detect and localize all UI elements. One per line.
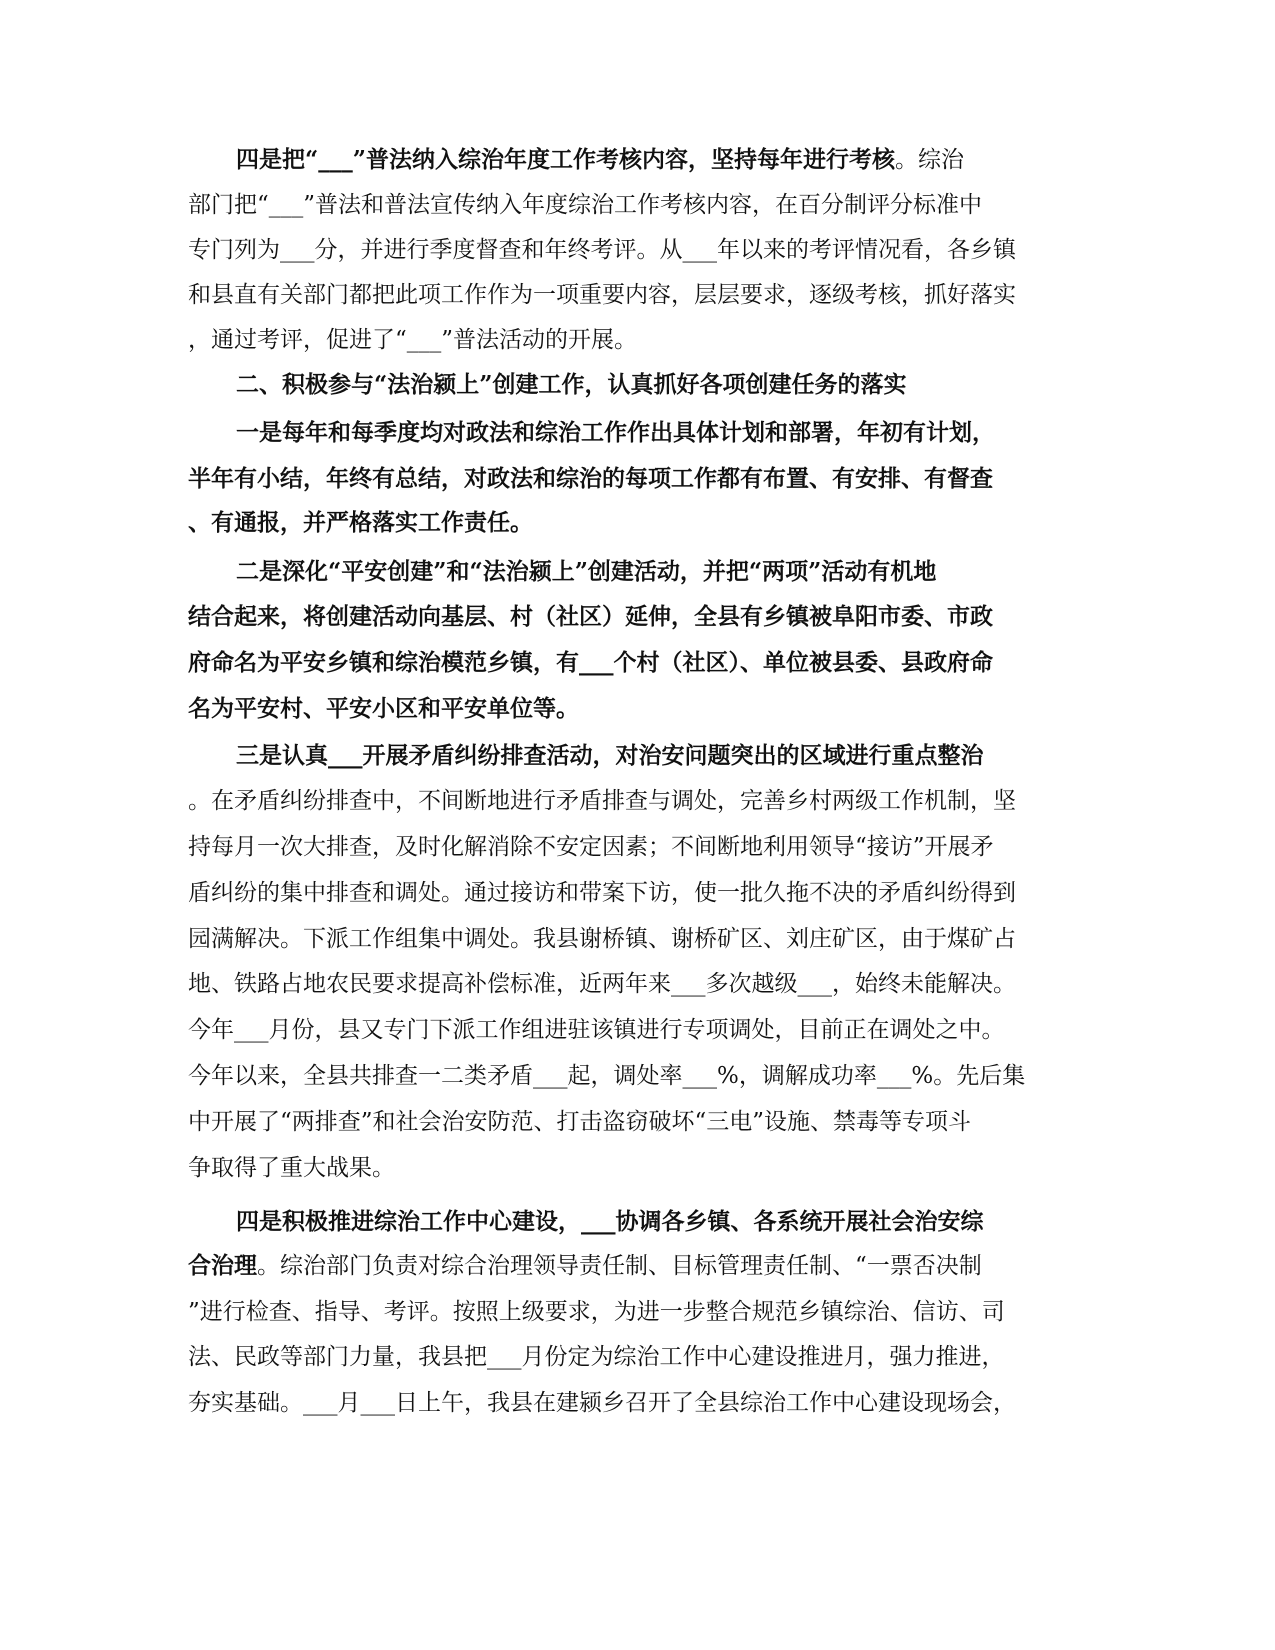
bold-text-run: 三是认真___开展矛盾纠纷排查活动，对治安问题突出的区域进行重点整治 bbox=[236, 742, 984, 769]
text-line bbox=[188, 969, 1016, 999]
text-line bbox=[188, 1251, 982, 1281]
bold-text-run: 二是深化“平安创建”和“法治颍上”创建活动，并把“两项”活动有机地 bbox=[236, 558, 937, 585]
text-line bbox=[188, 190, 982, 220]
text-line bbox=[188, 878, 1016, 908]
text-run: 今年___月份，县又专门下派工作组进驻该镇进行专项调处，目前正在调处之中。 bbox=[188, 1017, 1005, 1043]
text-line bbox=[188, 1388, 1016, 1418]
text-run: 今年以来，全县共排查一二类矛盾___起，调处率___%，调解成功率___%。先后集 bbox=[188, 1063, 1026, 1089]
text-line bbox=[236, 557, 936, 587]
text-line bbox=[188, 786, 1016, 816]
text-run: 地、铁路占地农民要求提高补偿标准，近两年来___多次越级___，始终未能解决。 bbox=[188, 971, 1016, 997]
text-run: 。综治部门负责对综合治理领导责任制、目标管理责任制、“一票否决制 bbox=[257, 1253, 982, 1279]
bold-text-run: 一是每年和每季度均对政法和综治工作作出具体计划和部署，年初有计划， bbox=[236, 419, 995, 446]
text-run: 持每月一次大排查，及时化解消除不安定因素；不间断地利用领导“接访”开展矛 bbox=[188, 834, 994, 860]
text-run: 夯实基础。___月___日上午，我县在建颍乡召开了全县综治工作中心建设现场会， bbox=[188, 1390, 1016, 1416]
text-line bbox=[188, 1297, 1005, 1327]
text-line bbox=[188, 1342, 1005, 1372]
bold-text-run: 二、积极参与“法治颍上”创建工作，认真抓好各项创建任务的落实 bbox=[236, 371, 907, 398]
text-line bbox=[236, 418, 995, 448]
bold-text-run: 府命名为平安乡镇和综治模范乡镇，有___个村（社区）、单位被县委、县政府命 bbox=[188, 649, 993, 676]
text-line bbox=[188, 508, 533, 538]
bold-text-run: 半年有小结，年终有总结，对政法和综治的每项工作都有布置、有安排、有督查 bbox=[188, 465, 993, 492]
text-line bbox=[188, 280, 1016, 310]
text-line bbox=[188, 1015, 1005, 1045]
text-run: 中开展了“两排查”和社会治安防范、打击盗窃破坏“三电”设施、禁毒等专项斗 bbox=[188, 1109, 972, 1135]
text-line bbox=[188, 602, 993, 632]
text-run: ”进行检查、指导、考评。按照上级要求，为进一步整合规范乡镇综治、信访、司 bbox=[188, 1299, 1005, 1325]
bold-text-run: 名为平安村、平安小区和平安单位等。 bbox=[188, 695, 579, 722]
text-line bbox=[188, 1153, 395, 1183]
bold-text-run: 合治理 bbox=[188, 1252, 257, 1279]
text-run: 。在矛盾纠纷排查中，不间断地进行矛盾排查与调处，完善乡村两级工作机制，坚 bbox=[188, 788, 1016, 814]
text-line bbox=[188, 924, 1016, 954]
text-run: 部门把“___”普法和普法宣传纳入年度综治工作考核内容，在百分制评分标准中 bbox=[188, 192, 983, 218]
text-line bbox=[188, 832, 994, 862]
text-run: 法、民政等部门力量，我县把___月份定为综治工作中心建设推进月，强力推进， bbox=[188, 1344, 1005, 1370]
text-line bbox=[188, 648, 993, 678]
text-line bbox=[188, 694, 579, 724]
text-line bbox=[236, 1207, 984, 1237]
text-run: 盾纠纷的集中排查和调处。通过接访和带案下访，使一批久拖不决的矛盾纠纷得到 bbox=[188, 880, 1016, 906]
bold-text-run: 结合起来，将创建活动向基层、村（社区）延伸，全县有乡镇被阜阳市委、市政 bbox=[188, 603, 993, 630]
bold-text-run: 、有通报，并严格落实工作责任。 bbox=[188, 509, 533, 536]
text-run: ，通过考评，促进了“___”普法活动的开展。 bbox=[188, 327, 638, 353]
text-line bbox=[236, 370, 906, 400]
text-line bbox=[188, 235, 1016, 265]
bold-text-run: 四是积极推进综治工作中心建设，___协调各乡镇、各系统开展社会治安综 bbox=[236, 1208, 984, 1235]
text-run: 园满解决。下派工作组集中调处。我县谢桥镇、谢桥矿区、刘庄矿区，由于煤矿占 bbox=[188, 926, 1016, 952]
bold-text-run: 四是把“___”普法纳入综治年度工作考核内容，坚持每年进行考核 bbox=[236, 146, 895, 173]
text-line bbox=[188, 325, 637, 355]
text-line bbox=[236, 741, 984, 771]
text-line bbox=[236, 145, 964, 175]
text-run: 专门列为___分，并进行季度督查和年终考评。从___年以来的考评情况看，各乡镇 bbox=[188, 237, 1016, 263]
text-line bbox=[188, 1107, 971, 1137]
text-run: 争取得了重大战果。 bbox=[188, 1155, 395, 1181]
text-run: 和县直有关部门都把此项工作作为一项重要内容，层层要求，逐级考核，抓好落实 bbox=[188, 282, 1016, 308]
text-line bbox=[188, 1061, 1025, 1091]
text-run: 。综治 bbox=[894, 147, 964, 173]
text-line bbox=[188, 464, 993, 494]
